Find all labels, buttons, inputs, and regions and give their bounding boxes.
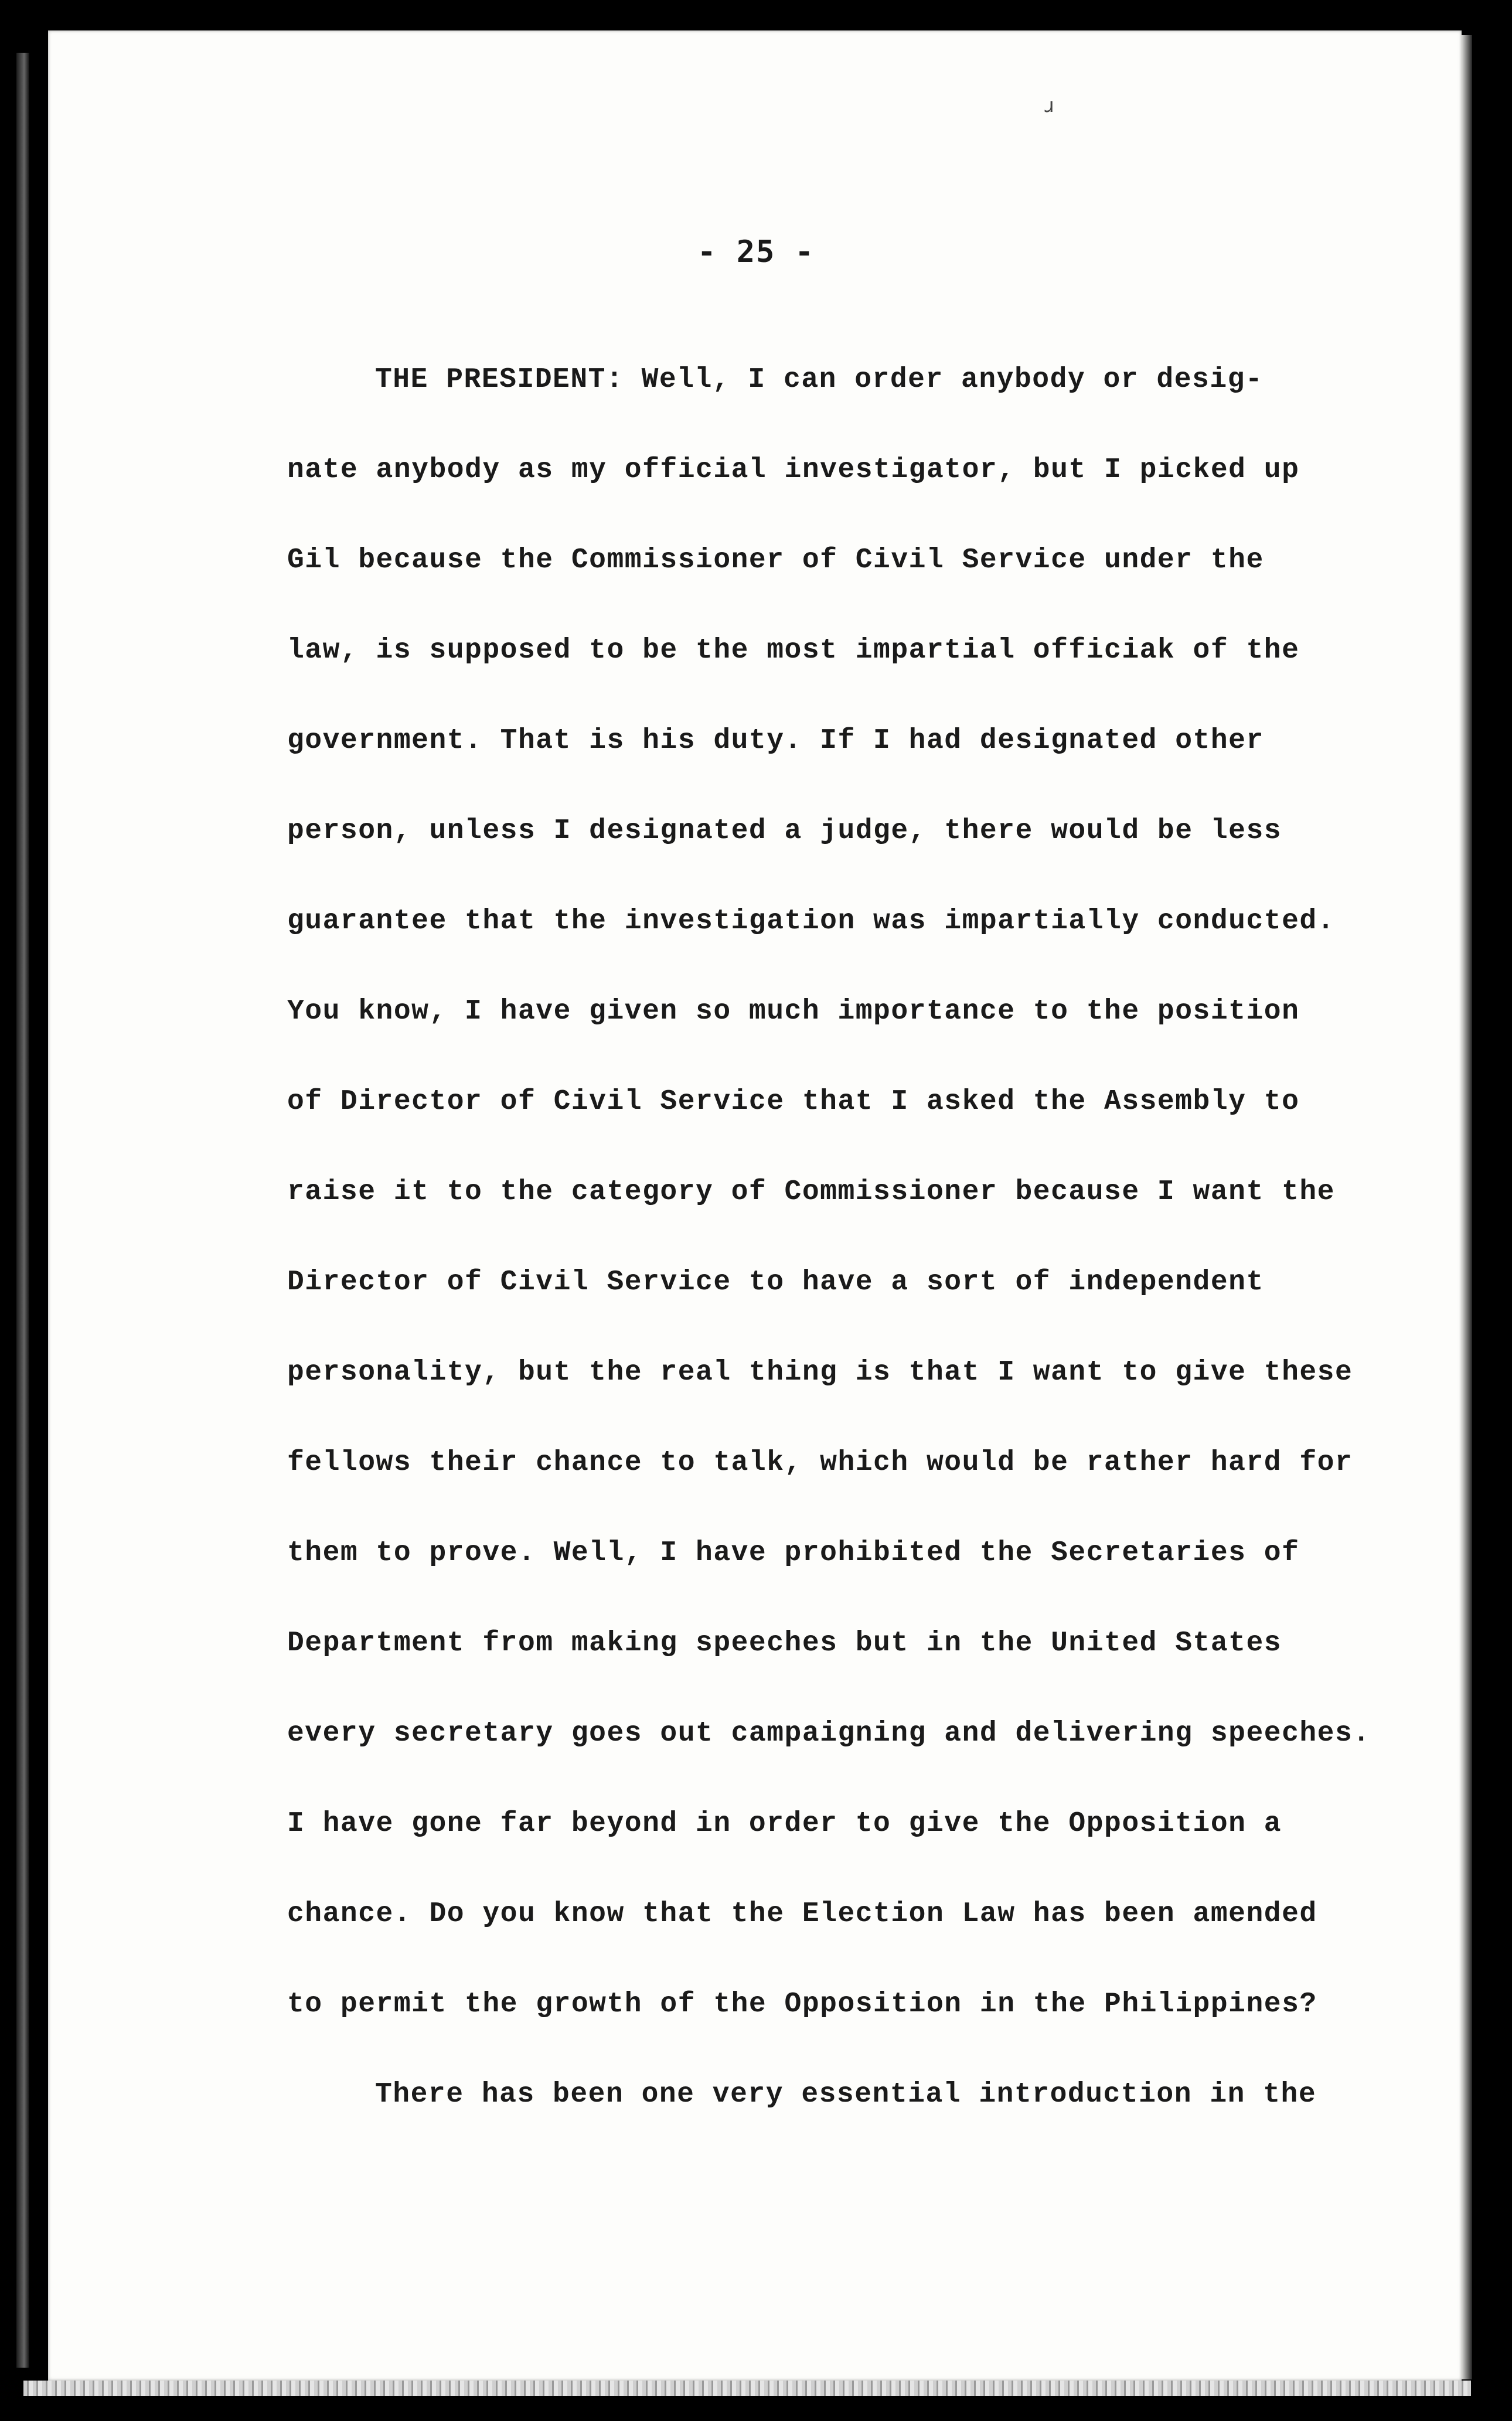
text-line: them to prove. Well, I have prohibited the Secretaries of xyxy=(287,1537,1300,1569)
text-line: government. That is his duty. If I had designated other xyxy=(287,725,1264,757)
stray-mark: ɹ xyxy=(1043,94,1055,117)
paper-edge-shadow xyxy=(16,53,29,2368)
text-line: person, unless I designated a judge, there would be less xyxy=(287,815,1282,847)
text-line: Department from making speeches but in the United States xyxy=(287,1627,1282,1659)
text-line: THE PRESIDENT: Well, I can order anybody or desig- xyxy=(375,364,1264,396)
text-line: I have gone far beyond in order to give the Opposition a xyxy=(287,1808,1282,1840)
text-line: fellows their chance to talk, which would be rather hard for xyxy=(287,1447,1353,1479)
text-line: You know, I have given so much importance to the position xyxy=(287,996,1300,1027)
text-line: nate anybody as my official investigator, but I picked up xyxy=(287,454,1300,486)
page-number: - 25 - xyxy=(697,234,815,270)
text-line: Gil because the Commissioner of Civil Service under the xyxy=(287,544,1264,576)
text-line: personality, but the real thing is that I want to give these xyxy=(287,1357,1353,1388)
text-line: chance. Do you know that the Election Law has been amended xyxy=(287,1898,1317,1930)
text-line: law, is supposed to be the most impartial officiak of the xyxy=(287,635,1300,666)
film-strip-edge xyxy=(23,2381,1471,2396)
text-line: every secretary goes out campaigning and delivering speeches. xyxy=(287,1718,1371,1749)
text-line: to permit the growth of the Opposition in the Philippines? xyxy=(287,1988,1317,2020)
text-line: Director of Civil Service to have a sort of independent xyxy=(287,1266,1264,1298)
text-line: There has been one very essential introduction in the xyxy=(375,2079,1317,2110)
text-line: raise it to the category of Commissioner because I want the xyxy=(287,1176,1335,1208)
text-line: of Director of Civil Service that I asked the Assembly to xyxy=(287,1086,1300,1118)
text-line: guarantee that the investigation was impartially conducted. xyxy=(287,905,1335,937)
